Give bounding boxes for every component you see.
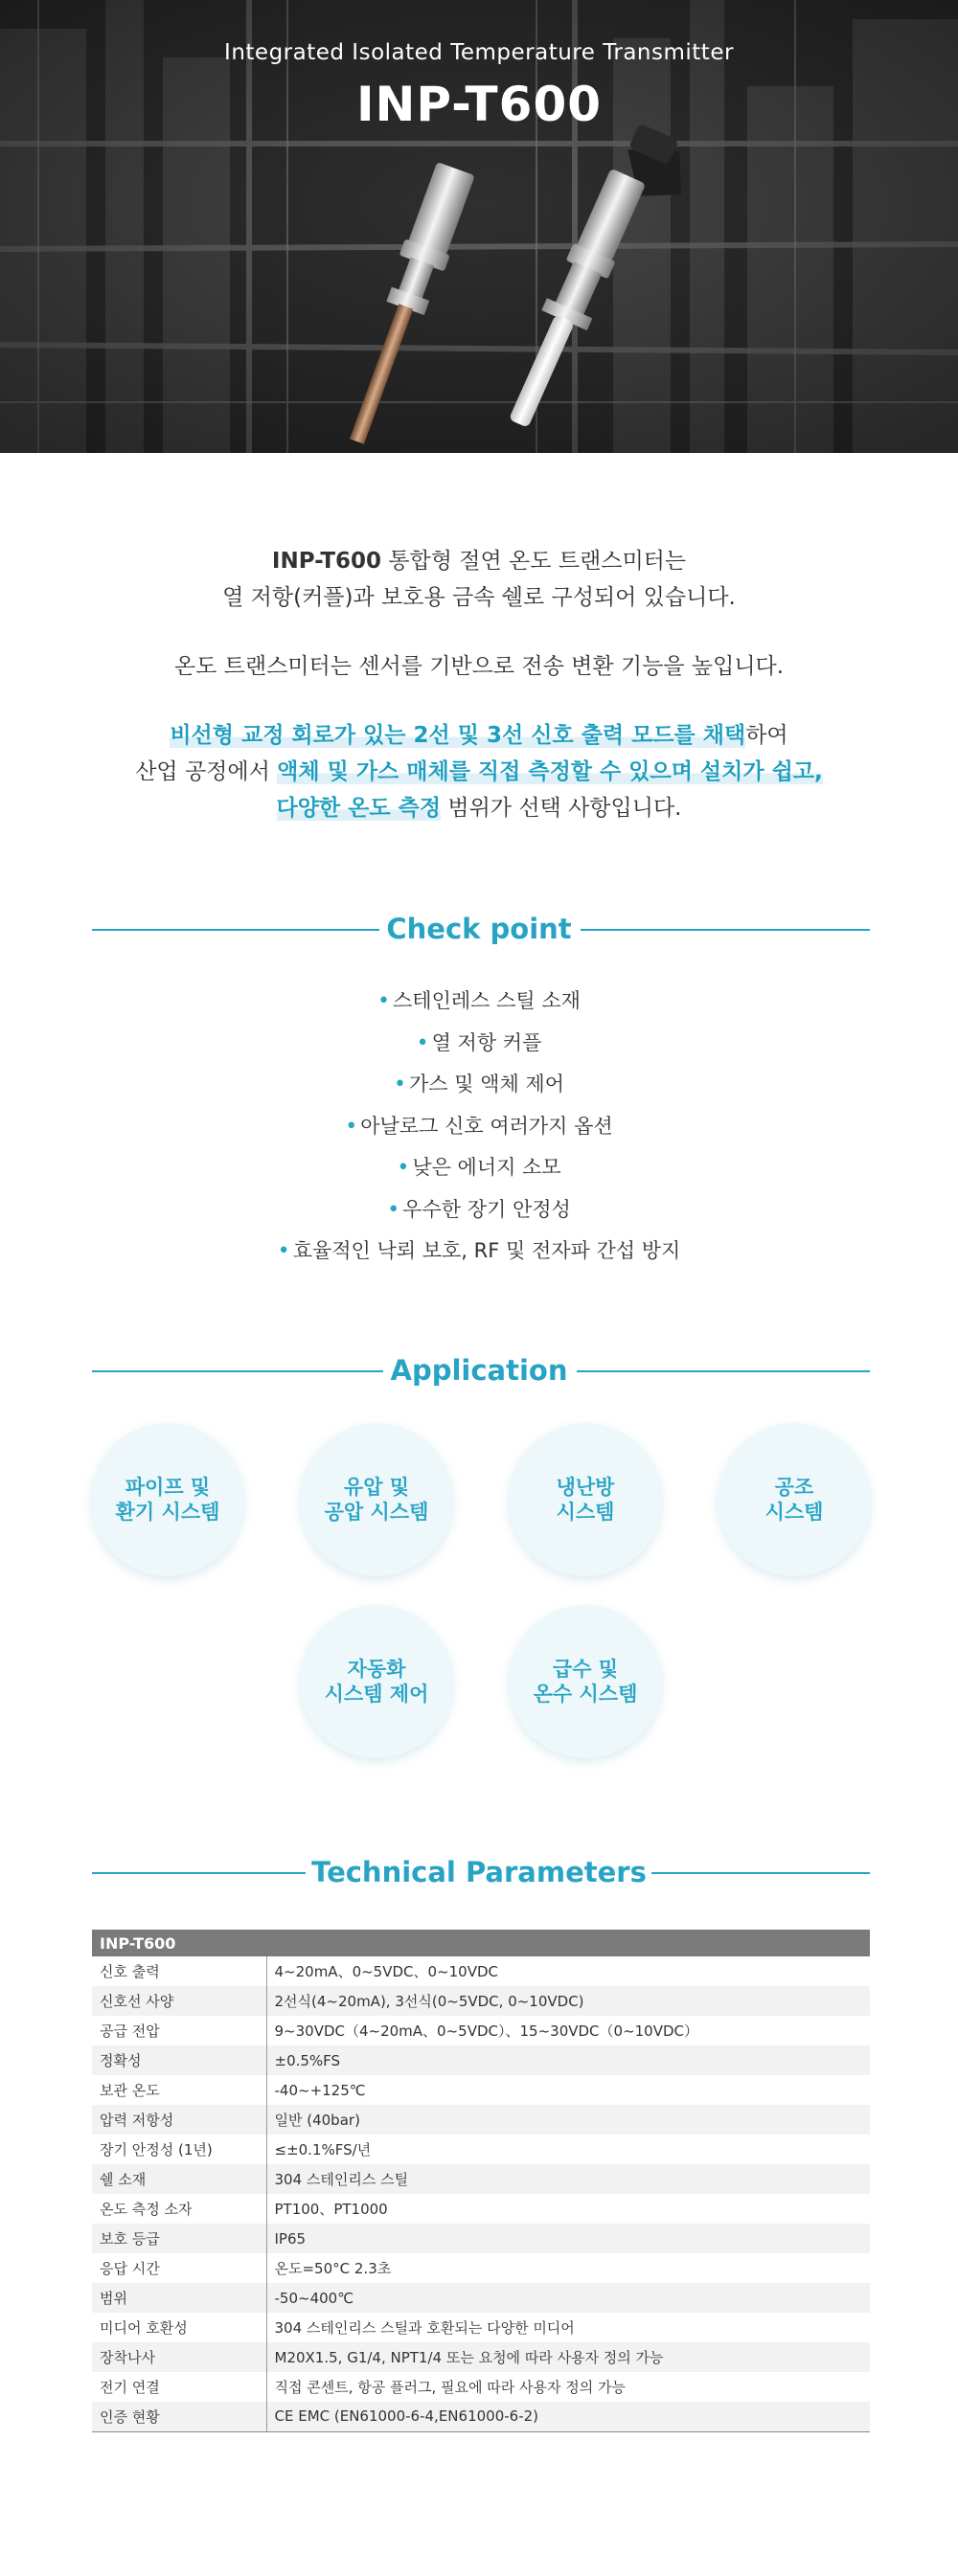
bullet-dot-icon: • — [397, 1156, 410, 1180]
application-section — [0, 1351, 958, 1768]
table-row — [92, 2016, 870, 2045]
param-value: ±0.5%FS — [266, 2045, 870, 2075]
application-item: 공조 시스템 — [718, 1423, 871, 1576]
checkpoint-item: • 가스 및 액체 제어 — [393, 1073, 564, 1096]
param-label: 온도 측정 소자 — [92, 2194, 266, 2224]
intro-line-5 — [0, 754, 958, 790]
intro-line-3: 온도 트랜스미터는 센서를 기반으로 전송 변환 기능을 높입니다. — [173, 654, 785, 679]
param-value: PT100、PT1000 — [266, 2194, 870, 2224]
param-value: 9~30VDC（4~20mA、0~5VDC）、15~30VDC（0~10VDC） — [266, 2016, 870, 2045]
checkpoint-list — [0, 981, 958, 1273]
table-row — [92, 2224, 870, 2253]
param-value: M20X1.5, G1/4, NPT1/4 또는 요청에 따라 사용자 정의 가능 — [266, 2342, 870, 2372]
application-header — [0, 1351, 958, 1390]
bullet-dot-icon: • — [387, 1197, 400, 1222]
param-label: 장착나사 — [92, 2342, 266, 2372]
checkpoint-item: • 열 저항 커플 — [416, 1030, 542, 1055]
table-header: INP-T600 — [92, 1930, 870, 1956]
checkpoint-title: Check point — [386, 913, 572, 945]
bullet-dot-icon: • — [345, 1114, 358, 1139]
intro-highlight-3: 다양한 온도 측정 — [276, 796, 442, 821]
hero-title: INP-T600 — [355, 77, 603, 132]
param-value: 2선식(4~20mA), 3선식(0~5VDC, 0~10VDC) — [266, 1986, 870, 2016]
table-header-row — [92, 1930, 870, 1956]
table-row — [92, 2402, 870, 2431]
bullet-dot-icon: • — [393, 1073, 406, 1096]
checkpoint-section — [0, 910, 958, 1273]
table-row — [92, 2194, 870, 2224]
param-value: 304 스테인리스 스틸과 호환되는 다양한 미디어 — [266, 2313, 870, 2342]
table-row — [92, 2253, 870, 2283]
param-value: -50~400℃ — [266, 2283, 870, 2313]
bullet-dot-icon: • — [377, 989, 391, 1013]
table-row — [92, 2135, 870, 2164]
param-label: 신호선 사양 — [92, 1986, 266, 2016]
param-value: 일반 (40bar) — [266, 2105, 870, 2135]
technical-header — [0, 1853, 958, 1891]
checkpoint-item: • 낮은 에너지 소모 — [397, 1156, 561, 1180]
application-item: 자동화 시스템 제어 — [300, 1605, 453, 1758]
application-title: Application — [390, 1353, 568, 1387]
technical-section — [0, 1853, 958, 1891]
param-label: 정확성 — [92, 2045, 266, 2075]
param-value: IP65 — [266, 2224, 870, 2253]
param-label: 보호 등급 — [92, 2224, 266, 2253]
intro-line-6 — [0, 790, 958, 826]
intro-highlight-2: 액체 및 가스 매체를 직접 측정할 수 있으며 설치가 쉽고, — [277, 759, 823, 784]
table-row — [92, 2342, 870, 2372]
application-item: 파이프 및 환기 시스템 — [91, 1423, 244, 1576]
table-row — [92, 2105, 870, 2135]
param-label: 전기 연결 — [92, 2372, 266, 2402]
param-label: 쉘 소재 — [92, 2164, 266, 2194]
intro-line-5-text: 산업 공정에서 — [135, 759, 278, 784]
application-item: 냉난방 시스템 — [509, 1423, 662, 1576]
intro-line-2: 열 저항(커플)과 보호용 금속 쉘로 구성되어 있습니다. — [222, 585, 736, 610]
param-label: 압력 저항성 — [92, 2105, 266, 2135]
intro-line-6-text: 범위가 선택 사항입니다. — [441, 796, 682, 821]
bullet-dot-icon: • — [277, 1239, 290, 1263]
table-row — [92, 2164, 870, 2194]
table-row — [92, 1986, 870, 2016]
intro-highlight-1: 비선형 교정 회로가 있는 2선 및 3선 신호 출력 모드를 채택 — [170, 723, 746, 748]
checkpoint-item: • 효율적인 낙뢰 보호, RF 및 전자파 간섭 방지 — [277, 1239, 681, 1263]
table-row — [92, 2313, 870, 2342]
param-value: 304 스테인리스 스틸 — [266, 2164, 870, 2194]
param-value: -40~+125℃ — [266, 2075, 870, 2105]
intro-line-1-text: 통합형 절연 온도 트랜스미터는 — [381, 549, 687, 574]
param-label: 인증 현황 — [92, 2402, 266, 2431]
checkpoint-item: • 아날로그 신호 여러가지 옵션 — [345, 1114, 613, 1139]
checkpoint-item: • 우수한 장기 안정성 — [387, 1197, 571, 1222]
table-row — [92, 1956, 870, 1986]
intro-line-4 — [0, 717, 958, 754]
technical-title: Technical Parameters — [311, 1855, 647, 1888]
application-item: 유압 및 공압 시스템 — [300, 1423, 453, 1576]
application-item: 급수 및 온수 시스템 — [509, 1605, 662, 1758]
parameters-table — [92, 1930, 870, 2432]
param-label: 미디어 호환성 — [92, 2313, 266, 2342]
table-row — [92, 2075, 870, 2105]
param-label: 신호 출력 — [92, 1956, 266, 1986]
transmitter-product-image — [0, 0, 958, 453]
application-grid — [0, 1423, 958, 1768]
checkpoint-item: • 스테인레스 스틸 소재 — [377, 989, 581, 1013]
param-value: ≤±0.1%FS/년 — [266, 2135, 870, 2164]
intro-line-1 — [0, 543, 958, 579]
param-label: 범위 — [92, 2283, 266, 2313]
param-value: 직접 콘센트, 항공 플러그, 필요에 따라 사용자 정의 가능 — [266, 2372, 870, 2402]
param-value: 4~20mA、0~5VDC、0~10VDC — [266, 1956, 870, 1986]
hero-banner — [0, 0, 958, 453]
intro-section — [0, 453, 958, 826]
bullet-dot-icon: • — [416, 1030, 429, 1055]
param-label: 장기 안정성 (1년) — [92, 2135, 266, 2164]
hero-subtitle: Integrated Isolated Temperature Transmitter — [224, 40, 734, 65]
param-value: 온도=50°C 2.3초 — [266, 2253, 870, 2283]
table-row — [92, 2045, 870, 2075]
checkpoint-header — [0, 910, 958, 948]
intro-line-4-text: 하여 — [745, 723, 788, 748]
param-label: 보관 온도 — [92, 2075, 266, 2105]
table-body — [92, 1956, 870, 2431]
param-label: 공급 전압 — [92, 2016, 266, 2045]
table-row — [92, 2283, 870, 2313]
param-label: 응답 시간 — [92, 2253, 266, 2283]
intro-model-name: INP-T600 — [271, 549, 382, 574]
param-value: CE EMC (EN61000-6-4,EN61000-6-2) — [266, 2402, 870, 2431]
table-row — [92, 2372, 870, 2402]
